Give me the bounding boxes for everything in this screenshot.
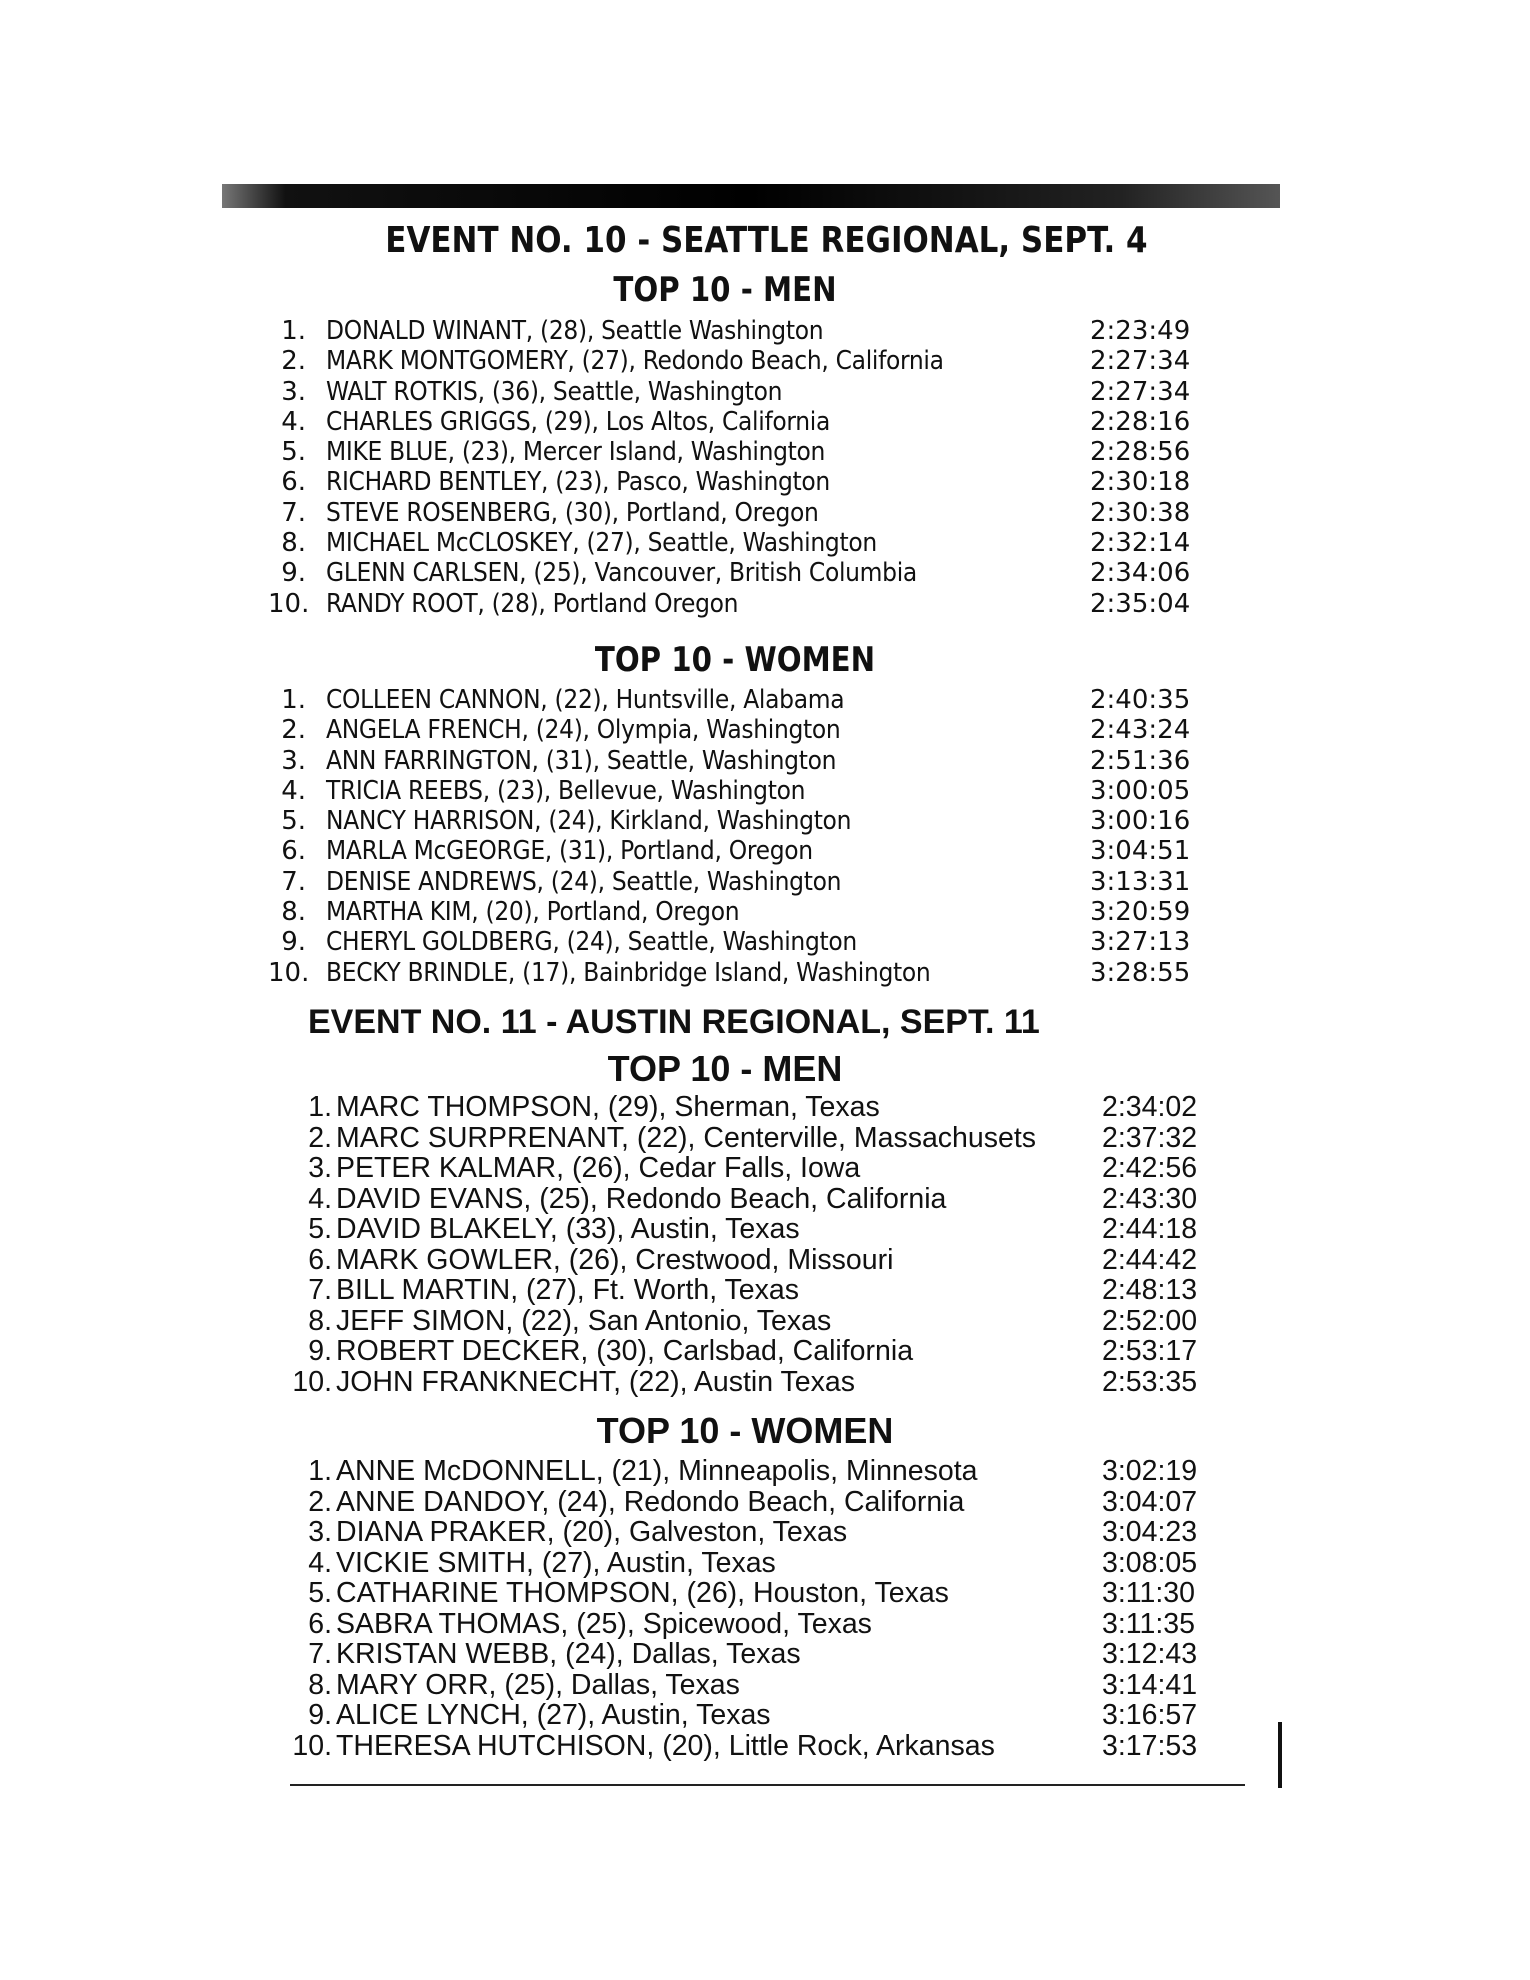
result-time: 3:28:55 [1090, 957, 1191, 988]
event-11-men-heading: TOP 10 - MEN [607, 1048, 843, 1089]
result-rank: 8. [308, 1668, 332, 1701]
result-rank: 5. [281, 437, 306, 468]
result-rank: 7. [281, 866, 306, 897]
event-11-women-list [290, 1456, 1250, 1761]
result-rank: 5. [308, 1213, 332, 1245]
result-time: 2:35:04 [1090, 588, 1191, 619]
result-rank: 9. [308, 1699, 332, 1731]
result-name: GLENN CARLSEN, (25), Vancouver, British Columbia [326, 558, 917, 589]
result-row [268, 407, 1228, 437]
result-rank: 6. [281, 467, 306, 498]
result-time: 2:30:18 [1090, 467, 1191, 498]
event-10-women-heading: TOP 10 - WOMEN [594, 640, 876, 680]
result-name: ANGELA FRENCH, (24), Olympia, Washington [326, 715, 841, 746]
result-name: DAVID EVANS, (25), Redondo Beach, California [336, 1182, 947, 1215]
result-rank: 3. [281, 745, 306, 776]
bottom-rule [290, 1784, 1245, 1786]
result-row [268, 498, 1228, 528]
result-rank: 10. [268, 588, 310, 619]
result-rank: 4. [308, 1182, 332, 1215]
result-row [268, 806, 1228, 836]
result-name: THERESA HUTCHISON, (20), Little Rock, Arkansas [336, 1729, 995, 1762]
result-rank: 7. [308, 1274, 332, 1306]
result-time: 3:20:59 [1090, 897, 1191, 928]
result-row [268, 927, 1228, 957]
result-row [290, 1670, 1250, 1701]
result-rank: 6. [308, 1243, 332, 1276]
result-time: 3:13:31 [1090, 866, 1191, 897]
result-name: MARK GOWLER, (26), Crestwood, Missouri [336, 1243, 894, 1276]
result-name: RICHARD BENTLEY, (23), Pasco, Washington [326, 467, 830, 498]
result-rank: 2. [281, 715, 306, 746]
result-name: CHERYL GOLDBERG, (24), Seattle, Washington [326, 927, 857, 958]
result-time: 3:11:30 [1102, 1577, 1195, 1609]
result-time: 2:23:49 [1090, 316, 1191, 346]
result-row [290, 1367, 1250, 1398]
result-row [268, 589, 1228, 619]
result-rank: 8. [281, 897, 306, 928]
result-name: COLLEEN CANNON, (22), Huntsville, Alabama [326, 685, 845, 715]
result-row [268, 467, 1228, 497]
event-11-women-heading: TOP 10 - WOMEN [596, 1410, 894, 1451]
result-time: 2:28:56 [1090, 437, 1191, 468]
result-row [268, 316, 1228, 346]
result-name: MARLA McGEORGE, (31), Portland, Oregon [326, 836, 813, 867]
result-time: 3:04:51 [1090, 836, 1191, 867]
result-time: 3:02:19 [1102, 1455, 1198, 1487]
event-10-title: EVENT NO. 10 - SEATTLE REGIONAL, SEPT. 4 [385, 220, 1148, 261]
result-row [268, 715, 1228, 745]
result-name: JEFF SIMON, (22), San Antonio, Texas [336, 1304, 832, 1337]
result-time: 2:51:36 [1090, 745, 1191, 776]
result-time: 3:00:16 [1090, 806, 1191, 837]
result-time: 2:44:42 [1102, 1243, 1198, 1276]
result-time: 2:27:34 [1090, 346, 1191, 377]
result-time: 2:34:02 [1102, 1091, 1198, 1123]
result-time: 2:53:35 [1102, 1365, 1198, 1398]
result-name: WALT ROTKIS, (36), Seattle, Washington [326, 376, 783, 407]
result-rank: 6. [308, 1607, 332, 1640]
result-time: 3:08:05 [1102, 1546, 1198, 1579]
result-name: DONALD WINANT, (28), Seattle Washington [326, 316, 824, 346]
result-time: 2:28:16 [1090, 406, 1191, 437]
result-name: ROBERT DECKER, (30), Carlsbad, California [336, 1335, 914, 1367]
result-name: ANNE McDONNELL, (21), Minneapolis, Minnesota [336, 1455, 978, 1487]
result-rank: 1. [281, 685, 306, 715]
result-time: 3:27:13 [1090, 927, 1191, 958]
result-name: DIANA PRAKER, (20), Galveston, Texas [336, 1516, 848, 1548]
result-time: 2:52:00 [1102, 1304, 1198, 1337]
result-row [290, 1548, 1250, 1579]
result-row [268, 897, 1228, 927]
result-time: 3:04:07 [1102, 1485, 1198, 1518]
result-name: BECKY BRINDLE, (17), Bainbridge Island, Washington [326, 957, 931, 988]
result-row [268, 746, 1228, 776]
event-11-title: EVENT NO. 11 - AUSTIN REGIONAL, SEPT. 11 [308, 1003, 1040, 1041]
result-row [268, 867, 1228, 897]
result-rank: 4. [308, 1546, 332, 1579]
result-rank: 10. [292, 1365, 332, 1398]
result-rank: 9. [281, 558, 306, 589]
result-rank: 2. [308, 1121, 332, 1154]
result-rank: 3. [308, 1516, 332, 1548]
result-time: 3:04:23 [1102, 1516, 1198, 1548]
result-name: ANN FARRINGTON, (31), Seattle, Washington [326, 745, 837, 776]
result-name: DAVID BLAKELY, (33), Austin, Texas [336, 1213, 800, 1245]
result-row [268, 346, 1228, 376]
result-rank: 4. [281, 406, 306, 437]
result-time: 2:44:18 [1102, 1213, 1198, 1245]
result-time: 2:37:32 [1102, 1121, 1198, 1154]
result-rank: 1. [308, 1091, 332, 1123]
result-time: 2:42:56 [1102, 1152, 1198, 1184]
result-time: 2:43:30 [1102, 1182, 1198, 1215]
result-row [268, 776, 1228, 806]
result-name: MARTHA KIM, (20), Portland, Oregon [326, 897, 740, 928]
result-name: MIKE BLUE, (23), Mercer Island, Washington [326, 437, 826, 468]
page-edge-mark [1278, 1722, 1282, 1788]
result-rank: 5. [308, 1577, 332, 1609]
result-name: SABRA THOMAS, (25), Spicewood, Texas [336, 1607, 872, 1640]
result-row [290, 1609, 1250, 1640]
result-rank: 10. [268, 957, 310, 988]
result-rank: 2. [308, 1485, 332, 1518]
result-name: KRISTAN WEBB, (24), Dallas, Texas [336, 1638, 801, 1670]
result-name: ANNE DANDOY, (24), Redondo Beach, California [336, 1485, 965, 1518]
result-rank: 4. [281, 775, 306, 806]
result-rank: 9. [281, 927, 306, 958]
result-time: 2:53:17 [1102, 1335, 1198, 1367]
result-rank: 10. [292, 1729, 332, 1762]
result-time: 3:11:35 [1102, 1607, 1195, 1640]
result-rank: 6. [281, 836, 306, 867]
result-name: MARY ORR, (25), Dallas, Texas [336, 1668, 740, 1701]
result-row [268, 836, 1228, 866]
result-rank: 8. [281, 528, 306, 559]
result-time: 2:34:06 [1090, 558, 1191, 589]
result-name: CATHARINE THOMPSON, (26), Houston, Texas [336, 1577, 949, 1609]
result-row [290, 1306, 1250, 1337]
result-name: MARC SURPRENANT, (22), Centerville, Massachusets [336, 1121, 1037, 1154]
top-header-bar [222, 184, 1280, 208]
result-name: PETER KALMAR, (26), Cedar Falls, Iowa [336, 1152, 861, 1184]
result-rank: 2. [281, 346, 306, 377]
result-name: MICHAEL McCLOSKEY, (27), Seattle, Washington [326, 528, 877, 559]
result-rank: 9. [308, 1335, 332, 1367]
result-row [268, 528, 1228, 558]
result-name: MARK MONTGOMERY, (27), Redondo Beach, California [326, 346, 944, 377]
result-rank: 3. [281, 376, 306, 407]
result-row [290, 1092, 1250, 1123]
result-time: 3:14:41 [1102, 1668, 1198, 1701]
result-row [290, 1700, 1250, 1731]
event-10-women-list [268, 685, 1228, 988]
result-row [268, 685, 1228, 715]
result-row [290, 1578, 1250, 1609]
result-row [290, 1184, 1250, 1215]
event-10-men-list [268, 316, 1228, 619]
result-row [290, 1456, 1250, 1487]
result-name: BILL MARTIN, (27), Ft. Worth, Texas [336, 1274, 799, 1306]
result-name: MARC THOMPSON, (29), Sherman, Texas [336, 1091, 880, 1123]
result-row [290, 1153, 1250, 1184]
result-row [290, 1214, 1250, 1245]
result-row [290, 1245, 1250, 1276]
result-time: 3:17:53 [1102, 1729, 1198, 1762]
result-rank: 3. [308, 1152, 332, 1184]
result-rank: 8. [308, 1304, 332, 1337]
result-name: STEVE ROSENBERG, (30), Portland, Oregon [326, 497, 819, 528]
result-time: 3:12:43 [1102, 1638, 1198, 1670]
result-rank: 5. [281, 806, 306, 837]
result-name: RANDY ROOT, (28), Portland Oregon [326, 588, 739, 619]
result-rank: 1. [308, 1455, 332, 1487]
result-name: VICKIE SMITH, (27), Austin, Texas [336, 1546, 776, 1579]
result-row [290, 1517, 1250, 1548]
result-time: 2:30:38 [1090, 497, 1191, 528]
result-time: 3:16:57 [1102, 1699, 1198, 1731]
result-row [268, 558, 1228, 588]
result-row [290, 1731, 1250, 1762]
result-name: NANCY HARRISON, (24), Kirkland, Washington [326, 806, 852, 837]
result-row [290, 1487, 1250, 1518]
result-row [290, 1639, 1250, 1670]
result-row [290, 1336, 1250, 1367]
result-time: 2:48:13 [1102, 1274, 1198, 1306]
result-rank: 7. [308, 1638, 332, 1670]
result-name: DENISE ANDREWS, (24), Seattle, Washington [326, 866, 842, 897]
result-row [290, 1275, 1250, 1306]
result-row [268, 958, 1228, 988]
result-name: CHARLES GRIGGS, (29), Los Altos, California [326, 406, 830, 437]
result-time: 2:27:34 [1090, 376, 1191, 407]
result-time: 2:32:14 [1090, 528, 1191, 559]
result-time: 2:43:24 [1090, 715, 1191, 746]
event-10-men-heading: TOP 10 - MEN [613, 270, 837, 310]
event-11-men-list [290, 1092, 1250, 1397]
result-name: ALICE LYNCH, (27), Austin, Texas [336, 1699, 771, 1731]
result-time: 3:00:05 [1090, 775, 1191, 806]
result-row [268, 377, 1228, 407]
result-name: TRICIA REEBS, (23), Bellevue, Washington [326, 775, 806, 806]
result-rank: 1. [281, 316, 306, 346]
result-row [268, 437, 1228, 467]
result-rank: 7. [281, 497, 306, 528]
result-name: JOHN FRANKNECHT, (22), Austin Texas [336, 1365, 855, 1398]
result-time: 2:40:35 [1090, 685, 1191, 715]
result-row [290, 1123, 1250, 1154]
